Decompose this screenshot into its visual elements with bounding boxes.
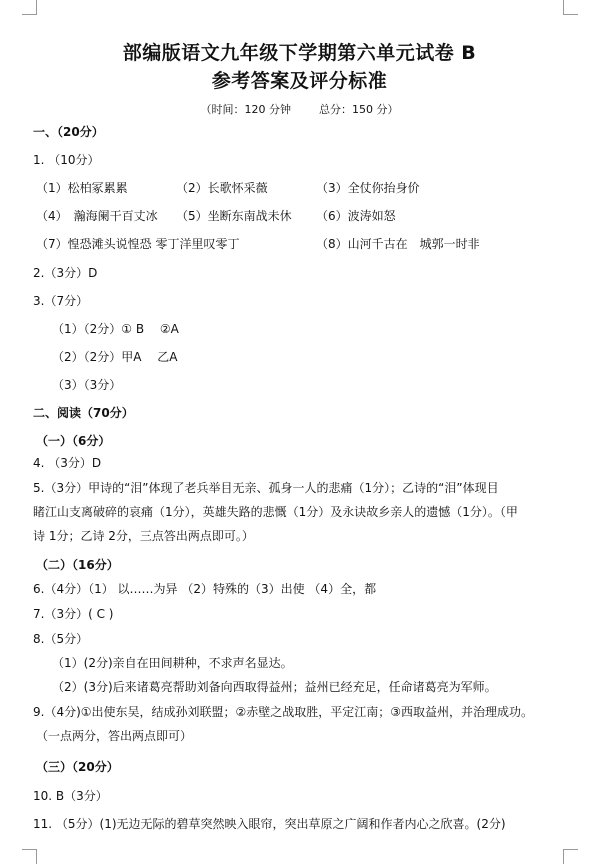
part-3-heading: （三）（20分） (36, 760, 119, 774)
document-subtitle: 参考答案及评分标准 (211, 70, 388, 92)
answer-1-1: （1）松柏冢累累 (36, 181, 128, 195)
answer-3-2: （2）（2分）甲A 乙A (52, 350, 178, 364)
exam-total-score: 总分：150 分） (319, 103, 399, 116)
answer-1-5: （5）坐断东南战未休 (176, 209, 292, 223)
question-6-answer: 6.（4分）（1） 以……为异 （2）特殊的（3）出使 （4）全，都 (33, 582, 377, 596)
answer-8-2: （2）(3分)后来诸葛亮帮助刘备向西取得益州；益州已经充足，任命诸葛亮为军师。 (52, 680, 497, 694)
crop-mark-top-left (22, 0, 37, 15)
question-9-line-1: 9.（4分)①出使东吴，结成孙刘联盟；②赤壁之战取胜，平定江南；③西取益州，并治理成功。 (33, 705, 534, 719)
question-1-label: 1. （10分） (33, 153, 100, 167)
crop-mark-bottom-left (22, 849, 37, 864)
section-heading-1: 一、（20分） (33, 125, 104, 139)
part-2-heading: （二）（16分） (36, 558, 119, 572)
question-5-line-3: 诗 1分；乙诗 2分，三点答出两点即可。） (33, 529, 254, 543)
section-heading-2: 二、阅读（70分） (33, 406, 134, 420)
answer-1-6: （6）波涛如怒 (316, 209, 396, 223)
exam-info (0, 101, 599, 117)
answer-3-1: （1）（2分）① B ②A (52, 322, 179, 336)
question-4-answer: 4. （3分）D (33, 456, 102, 470)
answer-1-8: （8）山河千古在 城郭一时非 (316, 237, 480, 251)
question-9-line-2: （一点两分，答出两点即可） (36, 729, 193, 743)
question-5-line-2: 睹江山支离破碎的哀痛（1分），英雄失路的悲慨（1分）及永诀故乡亲人的遗憾（1分）。（甲 (33, 505, 518, 519)
crop-mark-top-right (563, 0, 578, 15)
question-2-answer: 2.（3分）D (33, 266, 98, 280)
crop-mark-bottom-right (563, 849, 578, 864)
question-11-answer: 11. （5分）(1)无边无际的碧草突然映入眼帘，突出草原之广阔和作者内心之欣喜。(2分) (33, 817, 506, 831)
question-10-answer: 10. B（3分） (33, 789, 108, 803)
answer-3-3: （3）（3分） (52, 378, 122, 392)
answer-8-1: （1）(2分)亲自在田间耕种，不求声名显达。 (52, 656, 293, 670)
question-5-line-1: 5.（3分）甲诗的“泪”体现了老兵举目无亲、孤身一人的悲痛（1分）；乙诗的“泪”体现目 (33, 481, 499, 495)
question-8-label: 8.（5分） (33, 632, 89, 646)
answer-1-7: （7）惶恐滩头说惶恐 零丁洋里叹零丁 (36, 237, 240, 251)
part-1-heading: （一）（6分） (36, 434, 111, 448)
answer-1-2: （2）长歌怀采薇 (176, 181, 268, 195)
question-7-answer: 7.（3分）( C ) (33, 607, 114, 621)
answer-1-3: （3）全仗你抬身价 (316, 181, 420, 195)
answer-1-4: （4） 瀚海阑干百丈冰 (36, 209, 158, 223)
exam-time: （时间：120 分钟 (200, 103, 291, 116)
document-title: 部编版语文九年级下学期第六单元试卷 B (122, 42, 477, 64)
question-3-label: 3.（7分） (33, 294, 89, 308)
